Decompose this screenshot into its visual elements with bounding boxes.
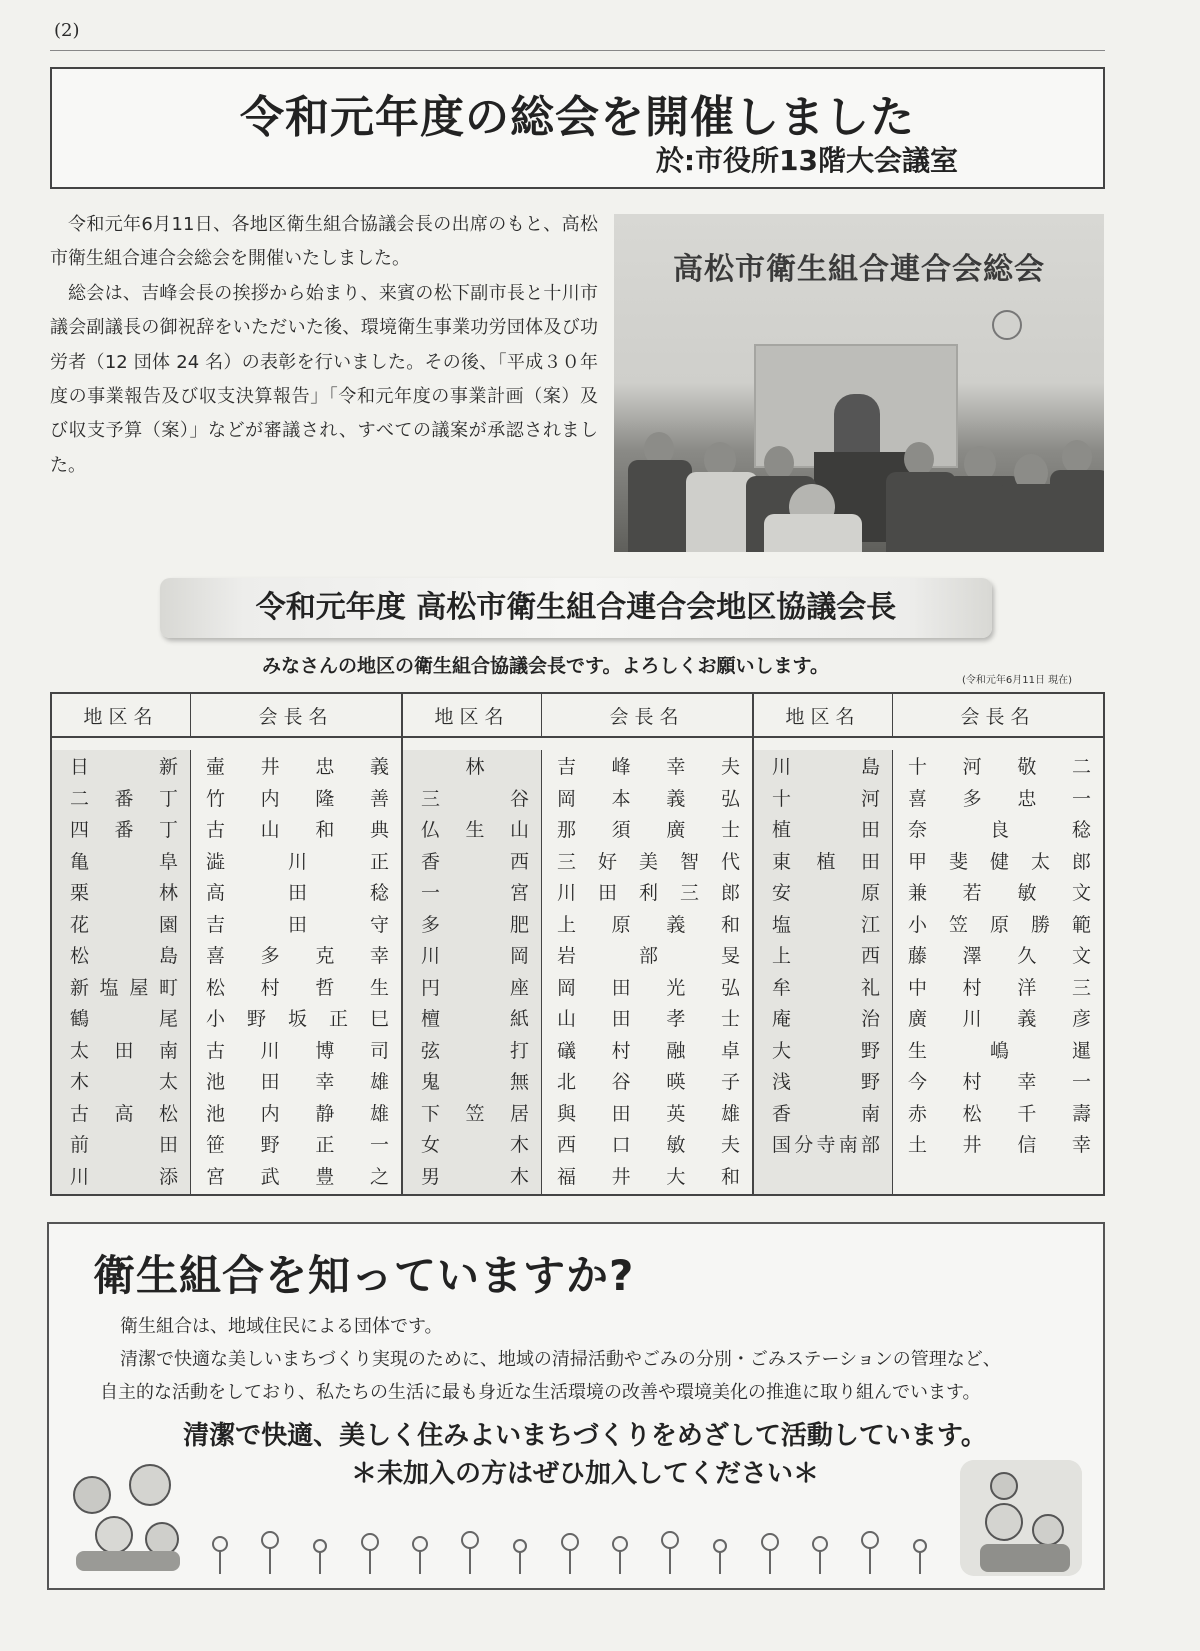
chair-name: 吉 田 守 bbox=[206, 913, 389, 936]
chair-name: 三 好 美 智 代 bbox=[557, 850, 740, 873]
roster-header bbox=[52, 694, 401, 738]
chair-name: 西 口 敏 夫 bbox=[557, 1134, 740, 1157]
chair-name: 那 須 廣 士 bbox=[557, 819, 740, 842]
area-name: 亀 阜 bbox=[70, 850, 178, 873]
photo-audience-head bbox=[904, 442, 934, 476]
area-name: 香 南 bbox=[772, 1102, 880, 1125]
photo-audience-head bbox=[1062, 440, 1092, 474]
children-illustration-icon bbox=[62, 1455, 192, 1573]
area-name: 前 田 bbox=[70, 1134, 178, 1157]
area-name: 一 宮 bbox=[421, 882, 529, 905]
roster-column-2 bbox=[401, 694, 752, 1194]
top-rule bbox=[50, 50, 1105, 51]
area-name: 松 島 bbox=[70, 945, 178, 968]
area-name: 木 太 bbox=[70, 1071, 178, 1094]
area-name: 大 野 bbox=[772, 1039, 880, 1062]
chair-name: 喜 多 克 幸 bbox=[206, 945, 389, 968]
area-name: 鶴 尾 bbox=[70, 1008, 178, 1031]
chair-name: 甲 斐 健 太 郎 bbox=[908, 850, 1091, 873]
chair-name: 兼 若 敏 文 bbox=[908, 882, 1091, 905]
area-name: 三 谷 bbox=[421, 787, 529, 810]
area-name: 浅 野 bbox=[772, 1071, 880, 1094]
chair-name: 松 村 哲 生 bbox=[206, 976, 389, 999]
info-title: 衛生組合を知っていますか? bbox=[93, 1251, 635, 1300]
chair-name: 喜 多 忠 一 bbox=[908, 787, 1091, 810]
area-name: 植 田 bbox=[772, 819, 880, 842]
flower-border-icon bbox=[200, 1530, 960, 1576]
area-name: 国 分 寺 南 部 bbox=[772, 1134, 880, 1157]
info-line-2: 清潔で快適な美しいまちづくり実現のために、地域の清掃活動やごみの分別・ごみステーションの管理など、 bbox=[120, 1349, 1001, 1370]
roster-header bbox=[403, 694, 752, 738]
chair-name: 北 谷 暎 子 bbox=[557, 1071, 740, 1094]
venue-subtitle: 於:市役所13階大会議室 bbox=[655, 144, 958, 177]
chair-name: 岩 部 旻 bbox=[557, 945, 740, 968]
area-name: 多 肥 bbox=[421, 913, 529, 936]
roster-table bbox=[50, 692, 1105, 1196]
chair-name: 十 河 敬 二 bbox=[908, 756, 1091, 779]
chair-name: 中 村 洋 三 bbox=[908, 976, 1091, 999]
area-name: 男 木 bbox=[421, 1165, 529, 1188]
area-name: 十 河 bbox=[772, 787, 880, 810]
roster-column-3 bbox=[752, 694, 1103, 1194]
area-name: 東 植 田 bbox=[772, 850, 880, 873]
photo-audience-body bbox=[1050, 470, 1104, 552]
join-appeal: ＊未加入の方はぜひ加入してください＊ bbox=[350, 1459, 819, 1489]
chair-name: 廣 川 義 彦 bbox=[908, 1008, 1091, 1031]
info-text bbox=[100, 1310, 1090, 1409]
area-name: 四 番 丁 bbox=[70, 819, 178, 842]
area-name: 古 高 松 bbox=[70, 1102, 178, 1125]
area-name: 鬼 無 bbox=[421, 1071, 529, 1094]
chair-name: 吉 峰 幸 夫 bbox=[557, 756, 740, 779]
chair-list bbox=[191, 750, 401, 1194]
chair-name: 今 村 幸 一 bbox=[908, 1071, 1091, 1094]
chair-name: 澁 川 正 bbox=[206, 850, 389, 873]
chair-name: 古 山 和 典 bbox=[206, 819, 389, 842]
chair-name: 古 川 博 司 bbox=[206, 1039, 389, 1062]
meeting-photo bbox=[614, 214, 1104, 552]
chair-name: 岡 本 義 弘 bbox=[557, 787, 740, 810]
header-name: 会長名 bbox=[609, 705, 685, 728]
chair-name: 宮 武 豊 之 bbox=[206, 1165, 389, 1188]
area-name: 下 笠 居 bbox=[421, 1102, 529, 1125]
chair-name: 山 田 孝 士 bbox=[557, 1008, 740, 1031]
header-name: 会長名 bbox=[960, 705, 1036, 728]
area-name: 上 西 bbox=[772, 945, 880, 968]
area-name: 塩 江 bbox=[772, 913, 880, 936]
header-box bbox=[50, 67, 1105, 189]
area-name: 香 西 bbox=[421, 850, 529, 873]
chair-name: 岡 田 光 弘 bbox=[557, 976, 740, 999]
intro-paragraph-2: 総会は、吉峰会長の挨拶から始まり、来賓の松下副市長と十川市議会副議長の御祝辞をいただいた後、環境衛生事業功労団体及び功労者（12 団体 24 名）の表彰を行いました。その後、「平成３０年度の事業報告及び収支決算報告」「令和元年度の事業計画（案）及び収支予算（案）」などが審議され、すべての議案が承認されました。 bbox=[50, 282, 598, 476]
chair-name: 上 原 義 和 bbox=[557, 913, 740, 936]
chair-name: 奈 良 稔 bbox=[908, 819, 1091, 842]
photo-banner-text: 高松市衛生組合連合会総会 bbox=[673, 252, 1045, 287]
chair-name: 土 井 信 幸 bbox=[908, 1134, 1091, 1157]
header-area: 地区名 bbox=[52, 694, 191, 736]
area-name: 林 bbox=[465, 756, 485, 779]
area-name: 栗 林 bbox=[70, 882, 178, 905]
area-name: 新 塩 屋 町 bbox=[70, 976, 178, 999]
page-title: 令和元年度の総会を開催しました bbox=[240, 92, 915, 143]
roster-body bbox=[754, 738, 1103, 1194]
chair-list bbox=[542, 750, 752, 1194]
roster-banner: 令和元年度 高松市衛生組合連合会地区協議会長 bbox=[160, 578, 992, 638]
chair-name: 池 内 静 雄 bbox=[206, 1102, 389, 1125]
chair-name: 壷 井 忠 義 bbox=[206, 756, 389, 779]
area-list bbox=[754, 750, 893, 1194]
roster-column-1 bbox=[52, 694, 401, 1194]
area-name: 牟 礼 bbox=[772, 976, 880, 999]
area-name: 弦 打 bbox=[421, 1039, 529, 1062]
chair-name: 藤 澤 久 文 bbox=[908, 945, 1091, 968]
area-name: 花 園 bbox=[70, 913, 178, 936]
info-line-3: 自主的な活動をしており、私たちの生活に最も身近な生活環境の改善や環境美化の推進に取り組んでいます。 bbox=[100, 1382, 981, 1403]
chair-name: 高 田 稔 bbox=[206, 882, 389, 905]
area-name: 川 添 bbox=[70, 1165, 178, 1188]
chair-name: 生 嶋 暹 bbox=[908, 1039, 1091, 1062]
roster-header bbox=[754, 694, 1103, 738]
slogan: 清潔で快適、美しく住みよいまちづくりをめざして活動しています。 bbox=[183, 1421, 987, 1451]
chair-name: 川 田 利 三 郎 bbox=[557, 882, 740, 905]
chair-name: 池 田 幸 雄 bbox=[206, 1071, 389, 1094]
info-line-1: 衛生組合は、地域住民による団体です。 bbox=[120, 1316, 443, 1337]
area-list bbox=[403, 750, 542, 1194]
area-name: 日 新 bbox=[70, 756, 178, 779]
header-area: 地区名 bbox=[754, 694, 893, 736]
roster-caption: みなさんの地区の衛生組合協議会長です。よろしくお願いします。 bbox=[262, 655, 829, 677]
header-area: 地区名 bbox=[403, 694, 542, 736]
family-illustration-icon bbox=[960, 1460, 1082, 1576]
chair-name: 笹 野 正 一 bbox=[206, 1134, 389, 1157]
intro-text bbox=[50, 208, 598, 483]
chair-name: 赤 松 千 壽 bbox=[908, 1102, 1091, 1125]
area-name: 安 原 bbox=[772, 882, 880, 905]
page-number: (2) bbox=[54, 20, 80, 41]
roster-date-note: (令和元年6月11日 現在) bbox=[962, 675, 1073, 686]
clock-icon bbox=[992, 310, 1022, 340]
photo-speaker bbox=[834, 394, 880, 458]
area-name: 円 座 bbox=[421, 976, 529, 999]
area-list bbox=[52, 750, 191, 1194]
area-name: 川 島 bbox=[772, 756, 880, 779]
chair-name: 福 井 大 和 bbox=[557, 1165, 740, 1188]
area-name: 女 木 bbox=[421, 1134, 529, 1157]
roster-body bbox=[403, 738, 752, 1194]
area-name: 二 番 丁 bbox=[70, 787, 178, 810]
area-name: 仏 生 山 bbox=[421, 819, 529, 842]
chair-name: 小 野 坂 正 巳 bbox=[206, 1008, 389, 1031]
photo-audience-body bbox=[764, 514, 862, 552]
photo-audience-body bbox=[628, 460, 692, 552]
chair-name: 小 笠 原 勝 範 bbox=[908, 913, 1091, 936]
area-name: 檀 紙 bbox=[421, 1008, 529, 1031]
area-name: 川 岡 bbox=[421, 945, 529, 968]
chair-list bbox=[893, 750, 1103, 1194]
area-name: 庵 治 bbox=[772, 1008, 880, 1031]
chair-name: 竹 内 隆 善 bbox=[206, 787, 389, 810]
photo-audience-head bbox=[764, 446, 794, 480]
header-name: 会長名 bbox=[258, 705, 334, 728]
chair-name: 與 田 英 雄 bbox=[557, 1102, 740, 1125]
area-name: 太 田 南 bbox=[70, 1039, 178, 1062]
chair-name: 礒 村 融 卓 bbox=[557, 1039, 740, 1062]
roster-body bbox=[52, 738, 401, 1194]
intro-paragraph-1: 令和元年6月11日、各地区衛生組合協議会長の出席のもと、高松市衛生組合連合会総会を開催いたしました。 bbox=[50, 214, 598, 270]
